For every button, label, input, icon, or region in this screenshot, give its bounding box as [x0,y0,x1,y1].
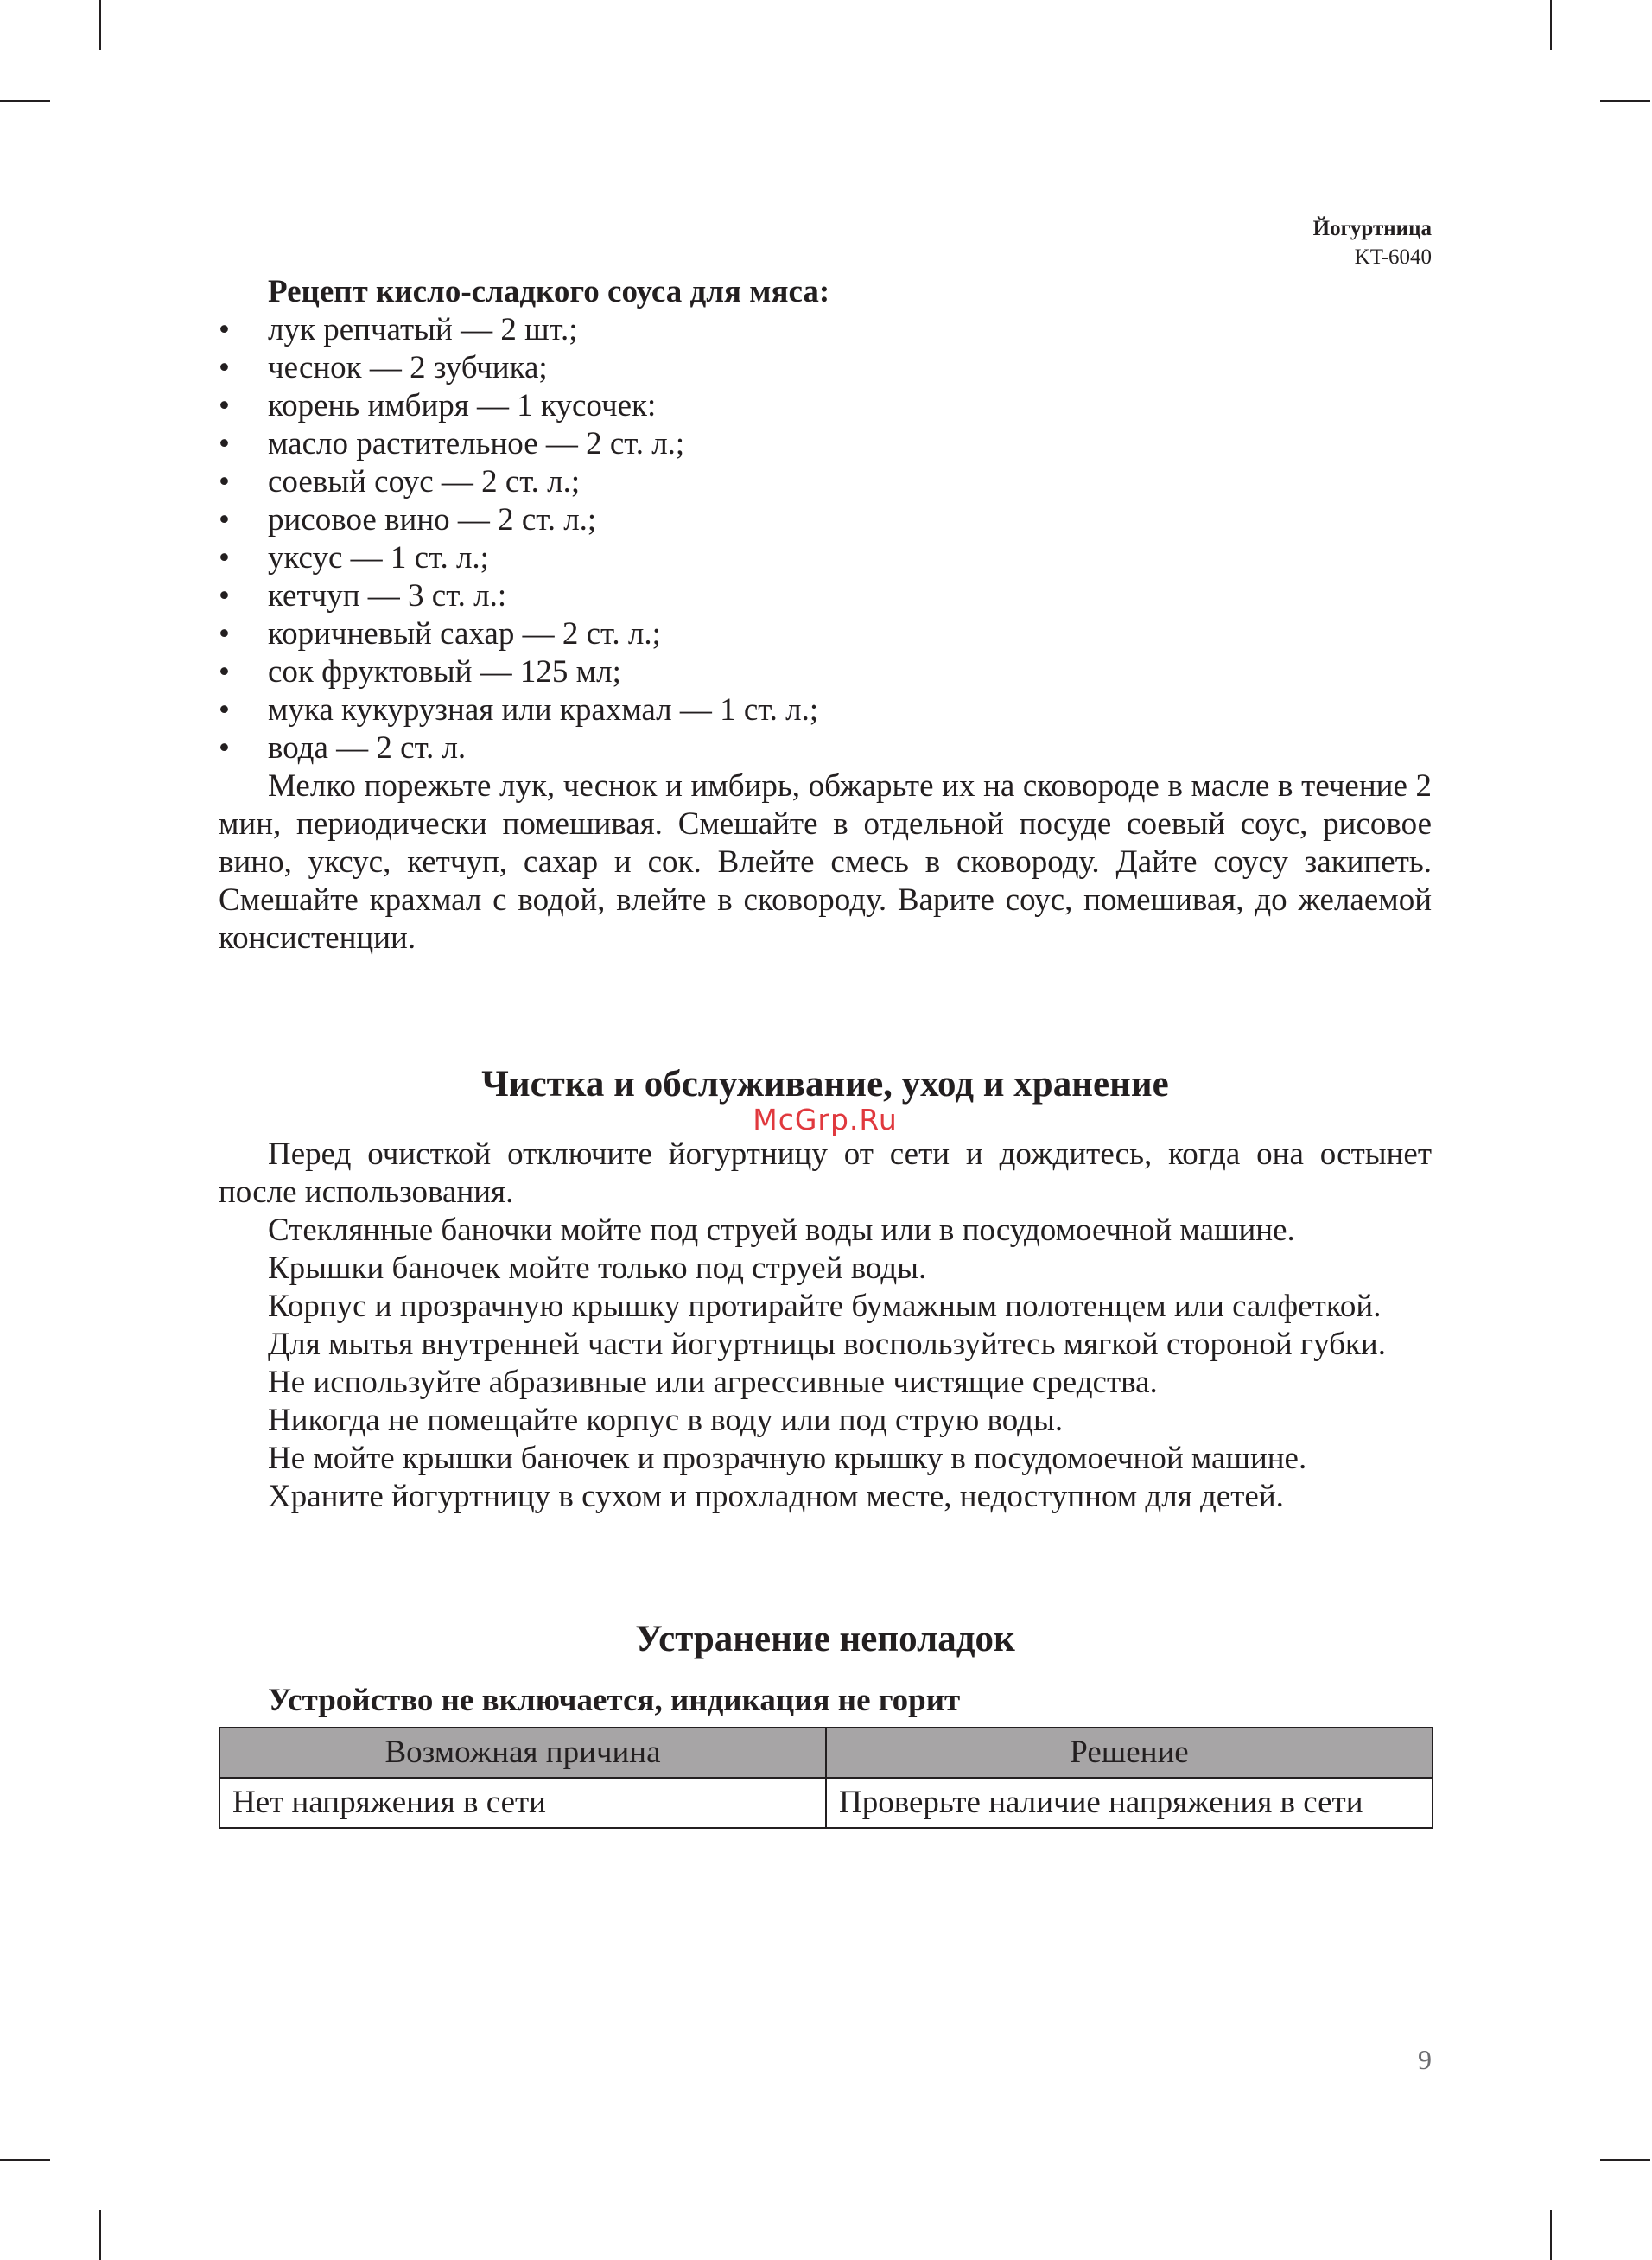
list-item [219,577,1432,615]
table-row [219,1778,1433,1828]
cleaning-paragraph: Для мытья внутренней части йогуртницы воспользуйтесь мягкой стороной губки. [268,1327,1386,1362]
bullet: • [219,578,230,614]
page-content [219,273,1432,1829]
crop-mark-left-top [0,100,50,102]
crop-mark-right-bottom [1600,2159,1650,2161]
bullet: • [219,616,230,652]
list-item [219,387,1432,425]
recipe-title: Рецепт кисло-сладкого соуса для мяса: [268,274,830,309]
cleaning-paragraph: Крышки баночек мойте только под струей воды. [268,1251,927,1286]
page-number: 9 [1418,2044,1432,2075]
list-item [219,463,1432,501]
ingredient-text: сок фруктовый — 125 мл; [268,654,621,690]
ingredient-text: коричневый сахар — 2 ст. л.; [268,616,661,652]
cleaning-paragraph: Корпус и прозрачную крышку протирайте бумажным полотенцем или салфеткой. [268,1289,1382,1324]
column-header-cause: Возможная причина [219,1728,826,1778]
cleaning-paragraph: Не используйте абразивные или агрессивные чистящие средства. [268,1365,1158,1400]
crop-mark-right-top [1600,100,1650,102]
bullet: • [219,692,230,728]
table-cell-solution: Проверьте наличие напряжения в сети [826,1778,1433,1828]
troubleshooting-table [219,1727,1433,1829]
header-model-number: KT-6040 [1354,245,1432,269]
ingredient-text: чеснок — 2 зубчика; [268,350,548,385]
bullet: • [219,654,230,690]
crop-mark-left-bottom [0,2159,50,2161]
bullet: • [219,502,230,538]
running-header [1313,214,1432,271]
table-cell-cause: Нет напряжения в сети [219,1778,826,1828]
bullet: • [219,426,230,462]
column-header-solution: Решение [826,1728,1433,1778]
list-item [219,615,1432,653]
list-item [219,501,1432,539]
ingredient-text: лук репчатый — 2 шт.; [268,312,578,347]
list-item [219,425,1432,463]
list-item [219,729,1432,767]
cleaning-paragraph: Не мойте крышки баночек и прозрачную крышку в посудомоечной машине. [268,1441,1307,1476]
list-item [219,653,1432,691]
list-item [219,349,1432,387]
ingredient-list [219,311,1432,767]
ingredient-text: вода — 2 ст. л. [268,730,467,766]
list-item [219,691,1432,729]
crop-mark-top-left [99,0,101,50]
bullet: • [219,350,230,385]
ingredient-text: соевый соус — 2 ст. л.; [268,464,581,500]
bullet: • [219,312,230,347]
troubleshooting-subtitle: Устройство не включается, индикация не горит [268,1683,961,1718]
header-product-title: Йогуртница [1312,217,1432,240]
crop-mark-bottom-left [99,2210,101,2260]
list-item [219,539,1432,577]
ingredient-text: масло растительное — 2 ст. л.; [268,426,685,462]
bullet: • [219,388,230,423]
list-item [219,311,1432,349]
crop-mark-bottom-right [1550,2210,1552,2260]
cleaning-paragraph: Стеклянные баночки мойте под струей воды или в посудомоечной машине. [268,1213,1295,1248]
crop-mark-top-right [1550,0,1552,50]
bullet: • [219,730,230,766]
table-header-row [219,1728,1433,1778]
ingredient-text: рисовое вино — 2 ст. л.; [268,502,597,538]
troubleshooting-section-title: Устранение неполадок [635,1619,1015,1659]
ingredient-text: кетчуп — 3 ст. л.: [268,578,507,614]
recipe-instructions: Мелко порежьте лук, чеснок и имбирь, обжарьте их на сковороде в масле в течение 2 мин, периодически помешивая. Смешайте в отдельной посуде соевый соус, рисовое вино, уксус, кетчуп, сахар и сок. Влейте смесь в сковороду. Дайте соусу закипеть. Смешайте крахмал с водой, влейте в сковороду. Варите соус, помешивая, до желаемой консистенции. [219,768,1432,956]
bullet: • [219,540,230,576]
ingredient-text: уксус — 1 ст. л.; [268,540,489,576]
ingredient-text: корень имбиря — 1 кусочек: [268,388,657,423]
cleaning-paragraph: Храните йогуртницу в сухом и прохладном месте, недоступном для детей. [268,1479,1284,1514]
cleaning-paragraph: Перед очисткой отключите йогуртницу от сети и дождитесь, когда она остынет после использования. [219,1136,1432,1210]
ingredient-text: мука кукурузная или крахмал — 1 ст. л.; [268,692,819,728]
bullet: • [219,464,230,500]
watermark-text: McGrp.Ru [753,1103,898,1136]
cleaning-paragraph: Никогда не помещайте корпус в воду или под струю воды. [268,1403,1064,1438]
cleaning-section-title: Чистка и обслуживание, уход и хранение [481,1064,1169,1105]
